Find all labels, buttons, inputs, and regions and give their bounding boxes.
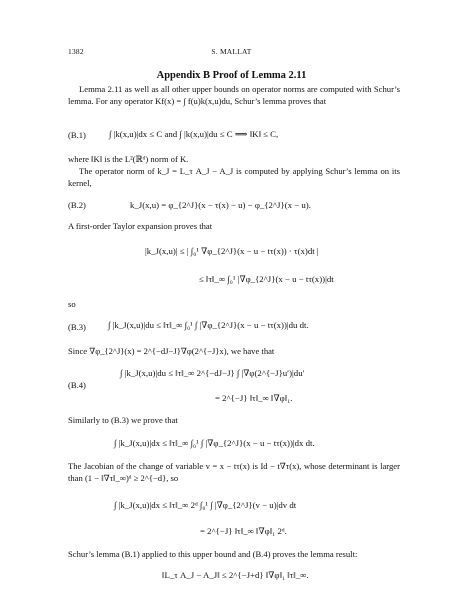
- equation-b2: k_J(x,u) = φ_{2^J}(x − τ(x) − u) − φ_{2^J}(x − u).: [130, 200, 311, 210]
- equation-b4-line2: = 2^{−J} ‖τ‖_∞ ‖∇φ‖₁.: [215, 393, 293, 403]
- equation-taylor-line2: ≤ ‖τ‖_∞ ∫₀¹ |∇φ_{2^J}(x − u − tτ(x))|dt: [199, 274, 334, 284]
- paragraph-norm-def: where ‖K‖ is the L²(ℝᵈ) norm of K.: [68, 154, 189, 164]
- equation-taylor-line1: |k_J(x,u)| ≤ | ∫₀¹ ∇φ_{2^J}(x − u − tτ(x)) · τ(x)dt |: [145, 246, 319, 256]
- paragraph-jacobian: The Jacobian of the change of variable v = x − tτ(x) is Id − t∇τ(x), whose determinant is larger than (1 − ‖∇τ‖_∞)ᵈ ≥ 2^{−d}, so: [68, 461, 400, 484]
- equation-jacobian-line2: = 2^{−J} ‖τ‖_∞ ‖∇φ‖₁ 2ᵈ.: [200, 526, 287, 536]
- equation-final: ‖L_τ A_J − A_J‖ ≤ 2^{−J+d} ‖∇φ‖₁ ‖τ‖_∞.: [162, 570, 309, 580]
- eq-label-b4: (B.4): [68, 380, 86, 390]
- paragraph-conclusion: Schur’s lemma (B.1) applied to this upper bound and (B.4) proves the lemma result:: [68, 549, 358, 559]
- equation-similar: ∫ |k_J(x,u)|dx ≤ ‖τ‖_∞ ∫₀¹ ∫ |∇φ_{2^J}(x − u − tτ(x))|dx dt.: [114, 438, 315, 448]
- paragraph-similarly: Similarly to (B.3) we prove that: [68, 415, 178, 425]
- equation-jacobian-line1: ∫ |k_J(x,u)|dx ≤ ‖τ‖_∞ 2ᵈ ∫₀¹ ∫ |∇φ_{2^J}(v − u)|dv dt: [114, 500, 297, 510]
- section-title: Appendix B Proof of Lemma 2.11: [156, 70, 307, 81]
- paragraph-operator-norm: The operator norm of k_J = L_τ A_J − A_J is computed by applying Schur’s lemma on its kernel,: [68, 166, 400, 189]
- equation-b3: ∫ |k_J(x,u)|du ≤ ‖τ‖_∞ ∫₀¹ ∫ |∇φ_{2^J}(x − u − tτ(x))|du dt.: [108, 320, 309, 330]
- running-head-author: S. MALLAT: [211, 47, 252, 56]
- eq-label-b1: (B.1): [68, 130, 86, 140]
- eq-label-b3: (B.3): [68, 322, 86, 332]
- page-number: 1382: [68, 47, 84, 56]
- paragraph-so: so: [68, 299, 76, 309]
- eq-label-b2: (B.2): [68, 200, 86, 210]
- paragraph-intro: Lemma 2.11 as well as all other upper bounds on operator norms are computed with Schur’s lemma. For any operator Kf(x) = ∫ f(u)k(x,u)du, Schur’s lemma proves that: [68, 84, 400, 107]
- equation-b4-line1: ∫ |k_J(x,u)|du ≤ ‖τ‖_∞ 2^{−dJ−J} ∫ |∇φ(2^{−J}u′)|du′: [120, 368, 305, 378]
- paragraph-taylor: A first-order Taylor expansion proves that: [68, 221, 213, 231]
- paragraph-since: Since ∇φ_{2^J}(x) = 2^{−dJ−J}∇φ(2^{−J}x), we have that: [68, 346, 275, 356]
- equation-b1: ∫ |k(x,u)|dx ≤ C and ∫ |k(x,u)|du ≤ C ⟹ ‖K‖ ≤ C,: [109, 129, 279, 139]
